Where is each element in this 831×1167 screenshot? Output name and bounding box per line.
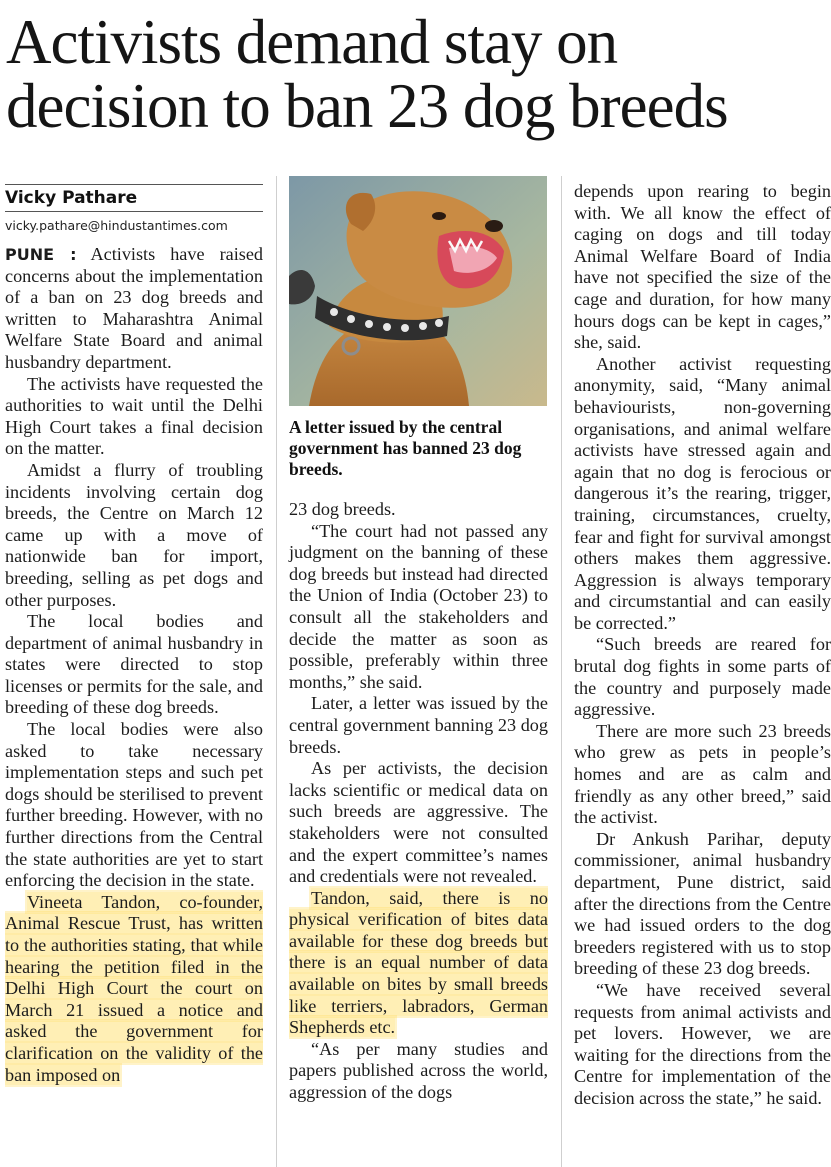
article-paragraph: The local bodies were also asked to take necessary implementation steps and such pet dogs should be sterilised to prevent further breeding. However, with no further directions from the Central the state authorities are yet to start enforcing the decision in the state. [5,719,263,891]
photo-caption: A letter issued by the central government has banned 23 dog breeds. [289,417,522,479]
article-paragraph: Amidst a flurry of troubling incidents involving certain dog breeds, the Centre on March 12 came up with a move of nationwide ban for import, breeding, selling as pet dogs and other purposes. [5,459,263,610]
text-highlight: Vineeta Tandon, co-founder, Animal Rescue Trust, has written to the authorities stating, that while hearing the petition filed in the Delhi High Court the court on March 21 issued a notice and asked the government for clarification on the validity of the ban imposed on [5,891,263,1085]
column-divider [561,176,562,1167]
article-paragraph: “The court had not passed any judgment on the banning of these dog breeds but instead had directed the Union of India (October 23) to consult all the stakeholders and decide the matter as soon as possible, preferably within three months,” she said. [289,520,548,692]
dog-photo [289,176,547,406]
article-paragraph: There are more such 23 breeds who grew as pets in people’s homes and are as calm and friendly as any other breed,” said the activist. [574,720,831,828]
article-column-2 [289,499,548,1104]
dog-photo-icon [289,176,547,406]
dateline: PUNE : [5,245,77,264]
column-divider [276,176,277,1167]
headline: Activists demand stay on decision to ban 23 dog breeds [6,7,728,141]
byline-email[interactable]: vicky.pathare@hindustantimes.com [5,218,228,233]
article-paragraph: The activists have requested the authorities to wait until the Delhi High Court takes a final decision on the matter. [5,373,263,459]
article-paragraph: depends upon rearing to begin with. We all know the effect of caging on dogs and till today Animal Welfare Board of India have not specified the size of the cage and duration, for how many hours dogs can be kept in cages,” she, said. [574,181,831,353]
article-paragraph: Dr Ankush Parihar, deputy commissioner, animal husbandry department, Pune district, said after the directions from the Centre we had issued orders to the dog breeders registered with us to stop breeding of these 23 dog breeds. [574,828,831,979]
text-highlight: Tandon, said, there is no physical verification of bites data available for these dog breeds but there is an equal number of data available on bites by small breeds like terriers, labradors, German Shepherds etc. [289,887,548,1038]
highlighted-paragraph [5,892,263,1086]
highlighted-paragraph [289,888,548,1039]
article-column-3 [574,181,831,1110]
article-paragraph: “We have received several requests from animal activists and pet lovers. However, we are waiting for the directions from the Centre for implementation of the decision across the state,” he said. [574,979,831,1108]
article-paragraph: “Such breeds are reared for brutal dog fights in some parts of the country and purposely made aggressive. [574,634,831,720]
article-paragraph: The local bodies and department of animal husbandry in states were directed to stop licenses or permits for the sale, and breeding of these dog breeds. [5,611,263,718]
article-paragraph: “As per many studies and papers published across the world, aggression of the dogs [289,1038,548,1103]
byline-author: Vicky Pathare [5,184,263,212]
article-paragraph: As per activists, the decision lacks scientific or medical data on such breeds are aggressive. The stakeholders were not consulted and the expert committee’s names and credentials were not revealed. [289,758,548,887]
article-paragraph: Another activist requesting anonymity, said, “Many animal behaviourists, non-governing organisations, and animal welfare activists have stressed again and again that no dog is ferocious or dangerous it’s the rearing, trigger, training, circumstances, cruelty, fear and fight for survival amongst others makes them aggressive. Aggression is always temporary and circumstantial and can easily be corrected.” [574,353,831,633]
article-paragraph: PUNE : Activists have raised concerns about the implementation of a ban on 23 dog breeds and written to Maharashtra Animal Welfare State Board and animal husbandry department. [5,244,263,372]
article-paragraph: 23 dog breeds. [289,499,396,519]
article-paragraph: Later, a letter was issued by the central government banning 23 dog breeds. [289,693,548,757]
